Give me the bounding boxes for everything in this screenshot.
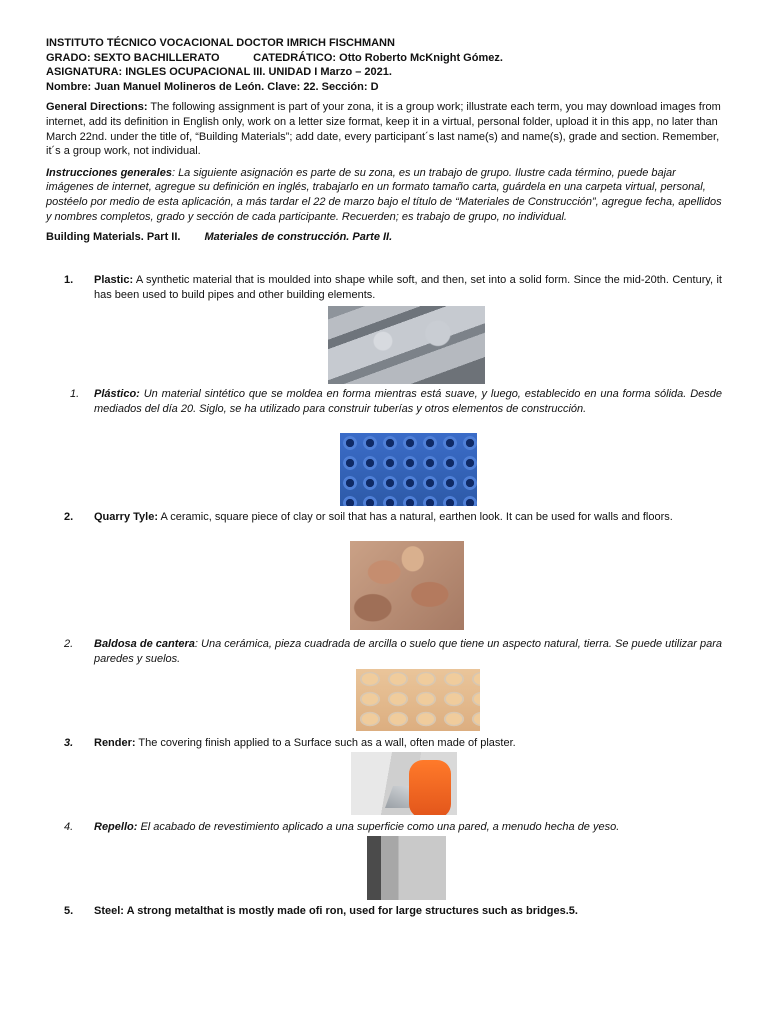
item-term: Plástico: bbox=[94, 388, 140, 400]
item-number: 4. bbox=[64, 821, 74, 833]
header-institution: INSTITUTO TÉCNICO VOCACIONAL DOCTOR IMRICH FISCHMANN bbox=[46, 37, 395, 49]
stone-tile-wall-image bbox=[356, 669, 480, 731]
instrucciones-generales bbox=[46, 166, 722, 224]
render-trowel-image bbox=[351, 752, 457, 815]
title-english: Building Materials. Part II. bbox=[46, 231, 181, 244]
item-number: 5. bbox=[64, 905, 74, 917]
document-page bbox=[46, 36, 722, 245]
item-definition: A synthetic material that is moulded into shape while soft, and then, set into a solid form. Since the mid-20th. Century, it has been used to build pipes and other building elements. bbox=[94, 274, 722, 301]
item-quarry-tyle bbox=[46, 510, 722, 525]
item-term: Repello: bbox=[94, 821, 138, 833]
item-render bbox=[46, 736, 722, 751]
item-repello bbox=[46, 820, 722, 835]
header-subject: ASIGNATURA: INGLES OCUPACIONAL III. UNIDAD I Marzo – 2021. bbox=[46, 66, 392, 79]
item-number: 3. bbox=[64, 737, 74, 749]
item-definition: : Una cerámica, pieza cuadrada de arcilla o suelo que tiene un aspecto natural, tierra. Se puede utilizar para paredes y suelos. bbox=[94, 638, 723, 665]
item-baldosa bbox=[46, 637, 722, 666]
item-term: Plastic: bbox=[94, 274, 134, 286]
item-number: 1. bbox=[64, 274, 74, 286]
quarry-tile-image bbox=[350, 541, 464, 630]
header-grade-teacher: GRADO: SEXTO BACHILLERATO CATEDRÁTICO: Otto Roberto McKnight Gómez. bbox=[46, 51, 503, 64]
item-term: Render: bbox=[94, 737, 136, 749]
section-title bbox=[46, 230, 722, 245]
item-definition: El acabado de revestimiento aplicado a una superficie como una pared, a menudo hecha de yeso. bbox=[137, 821, 620, 833]
header-student: Nombre: Juan Manuel Molineros de León. Clave: 22. Sección: D bbox=[46, 80, 379, 93]
item-term: Steel: bbox=[94, 905, 124, 917]
item-steel bbox=[46, 904, 722, 919]
item-term: Baldosa de cantera bbox=[94, 638, 195, 650]
instrucciones-text: : La siguiente asignación es parte de su zona, es un trabajo de grupo. Ilustre cada término, puede bajar imágenes de internet, agregue su definición en inglés, trabajarlo en un formato tamaño carta, guárdela en una carpeta virtual, personal, postéelo por medio de esta aplicación, a más tardar el 22 de marzo bajo el título de “Materiales de Construcción”, agregue fecha, apellidos y nombres completos, grado y sección de cada participante. Recuerden; es trabajo de grupo, no individual. bbox=[46, 166, 722, 223]
document-header bbox=[46, 36, 722, 94]
item-plastic bbox=[46, 273, 722, 302]
repello-wall-image bbox=[367, 836, 446, 900]
item-definition: A strong metalthat is mostly made ofi ron, used for large structures such as bridges.5. bbox=[123, 905, 578, 917]
general-directions bbox=[46, 100, 722, 158]
item-term: Quarry Tyle: bbox=[94, 511, 158, 523]
blue-pvc-pipes-image bbox=[340, 433, 477, 506]
directions-text: The following assignment is part of your zona, it is a group work; illustrate each term, you may download images from internet, add its definition in English only, work on a letter size format, keep it in a virtual, personal folder, upload it in this app, no later than March 22nd. under the title of, “Building Materials”; add date, every participant´s last name(s) and name(s), grade and section. Remember, it´s a group work, not individual. bbox=[46, 101, 721, 158]
item-number: 1. bbox=[70, 388, 80, 400]
item-number: 2. bbox=[64, 511, 74, 523]
item-definition: Un material sintético que se moldea en forma mientras está suave, y luego, establecido en una forma sólida. Desde mediados del día 20. Siglo, se ha utilizado para construir tuberías y otros elementos de construcción. bbox=[94, 388, 722, 415]
instrucciones-label: Instrucciones generales bbox=[46, 166, 172, 179]
item-definition: The covering finish applied to a Surface such as a wall, often made of plaster. bbox=[135, 737, 516, 749]
title-spanish: Materiales de construcción. Parte II. bbox=[204, 231, 393, 244]
item-number: 2. bbox=[64, 638, 74, 650]
item-definition: A ceramic, square piece of clay or soil that has a natural, earthen look. It can be used for walls and floors. bbox=[158, 511, 673, 523]
item-plastico bbox=[46, 387, 722, 416]
directions-label: General Directions: bbox=[46, 101, 148, 114]
gray-pvc-pipes-image bbox=[328, 306, 485, 384]
